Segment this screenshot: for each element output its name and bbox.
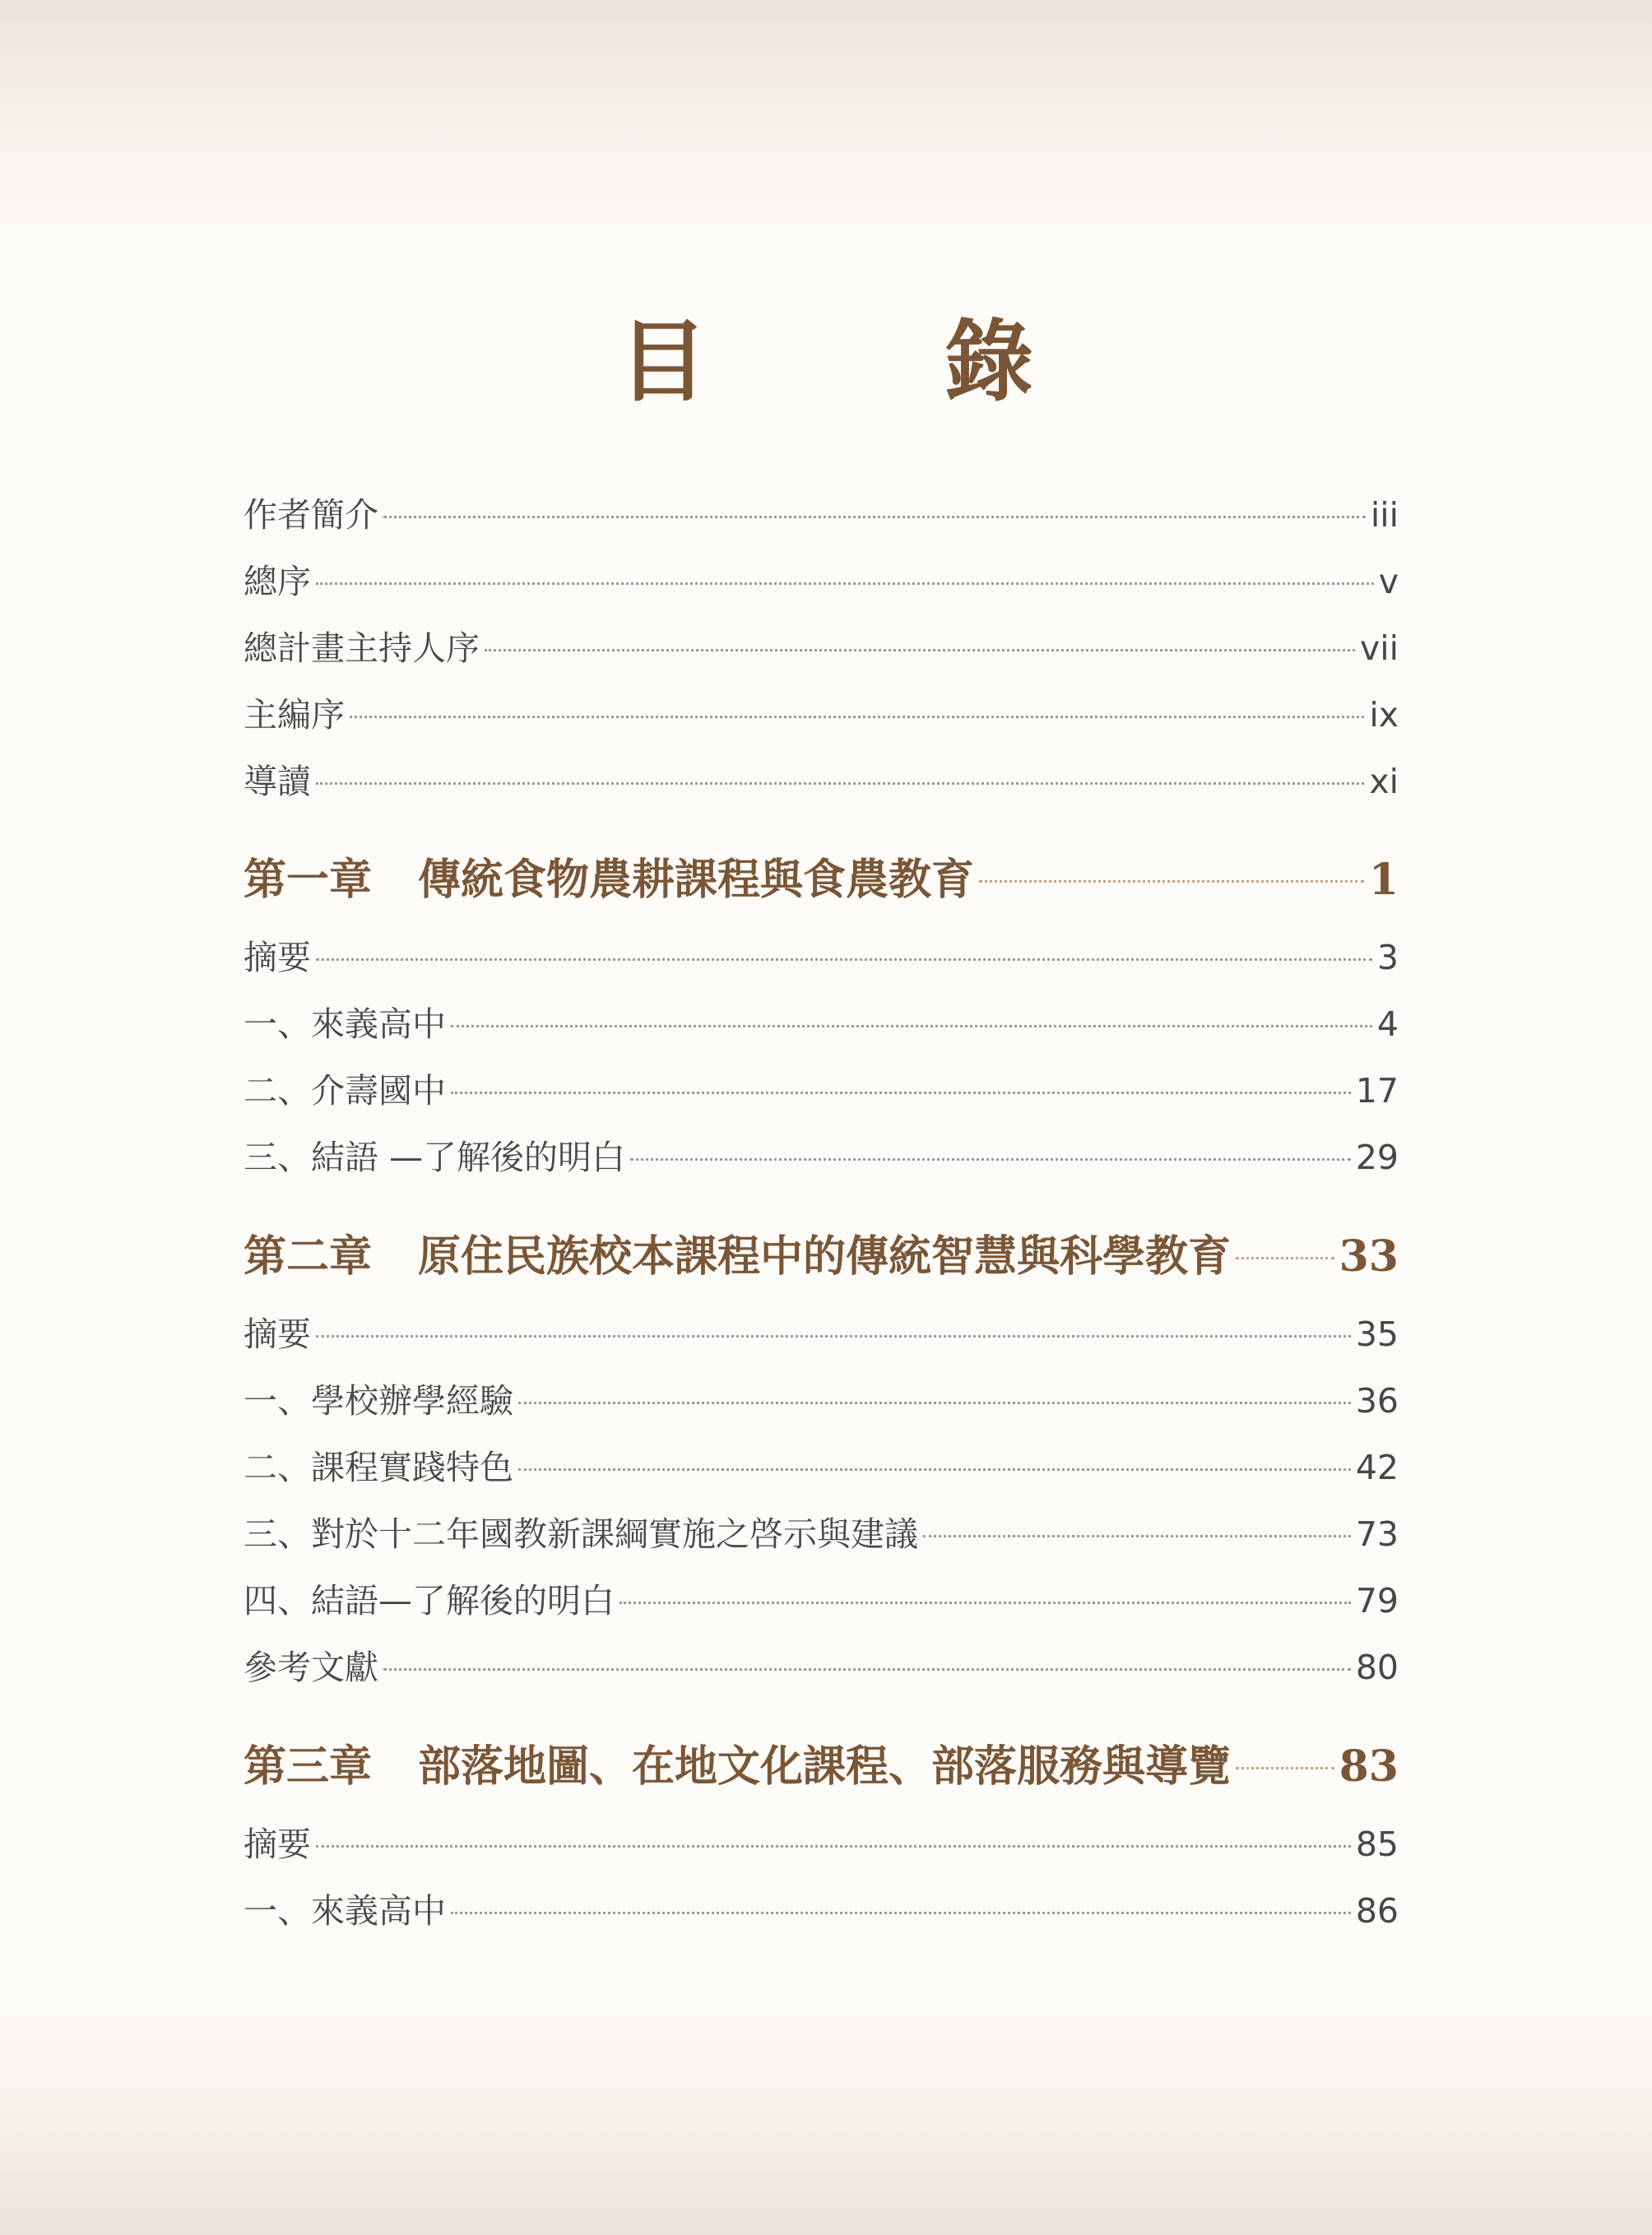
toc-entry-label: 一、來義高中 [244, 1891, 446, 1931]
toc-entry-label: 導讀 [244, 762, 311, 801]
toc-entry-ch1-section-3[interactable] [244, 1131, 1399, 1184]
toc-entry-label: 三、結語 —了解後的明白 [244, 1138, 626, 1177]
chapter-title: 傳統食物農耕課程與食農教育 [418, 855, 975, 905]
chapter-heading [244, 854, 974, 907]
toc-entry-ch3-abstract[interactable] [244, 1818, 1399, 1871]
page-top-shading [0, 0, 1652, 247]
toc-entry-ch2-section-3[interactable] [244, 1508, 1399, 1560]
toc-entry-page: 3 [1376, 938, 1399, 977]
toc-entry-ch2-references[interactable] [244, 1641, 1399, 1694]
toc-entry-ch1-section-2[interactable] [244, 1064, 1399, 1117]
dot-leader [383, 1668, 1351, 1671]
toc-entry-page: 80 [1355, 1648, 1399, 1687]
toc-entry-label: 參考文獻 [244, 1648, 378, 1687]
toc-entry-general-preface[interactable] [244, 555, 1399, 608]
dot-leader [518, 1402, 1351, 1404]
toc-entry-label: 二、介壽國中 [244, 1071, 446, 1111]
toc-entry-page: 17 [1355, 1071, 1399, 1111]
toc-entry-page: ix [1369, 695, 1399, 735]
dot-leader [316, 1335, 1351, 1338]
dot-leader [383, 516, 1366, 518]
toc-entry-label: 二、課程實踐特色 [244, 1448, 513, 1487]
toc-entry-page: 29 [1355, 1138, 1399, 1177]
toc-entry-label: 一、學校辦學經驗 [244, 1381, 513, 1421]
dot-leader [630, 1158, 1351, 1161]
toc-entry-ch2-section-4[interactable] [244, 1574, 1399, 1627]
toc-entry-page: 4 [1376, 1004, 1399, 1044]
toc-entry-introduction[interactable] [244, 755, 1399, 808]
toc-entry-label: 摘要 [244, 1825, 311, 1864]
dot-leader [620, 1602, 1351, 1604]
chapter-title: 原住民族校本課程中的傳統智慧與科學教育 [418, 1231, 1232, 1282]
chapter-number: 第二章 [244, 1231, 373, 1282]
toc-chapter-3[interactable] [244, 1741, 1399, 1793]
toc-entry-page: 85 [1355, 1825, 1399, 1864]
dot-leader [316, 582, 1374, 585]
dot-leader [316, 958, 1372, 961]
toc-entry-ch1-abstract[interactable] [244, 931, 1399, 984]
toc-chapter-2[interactable] [244, 1231, 1399, 1283]
toc-entry-ch1-section-1[interactable] [244, 998, 1399, 1050]
toc-entry-editor-preface[interactable] [244, 689, 1399, 741]
chapter-page: 1 [1368, 855, 1399, 905]
toc-entry-label: 三、對於十二年國教新課綱實施之啓示與建議 [244, 1514, 918, 1554]
toc-entry-label: 主編序 [244, 695, 345, 735]
toc-entry-ch2-section-1[interactable] [244, 1375, 1399, 1427]
dot-leader [451, 1092, 1351, 1094]
chapter-title: 部落地圖、在地文化課程、部落服務與導覽 [418, 1741, 1232, 1792]
dot-leader [1236, 1767, 1334, 1769]
toc-entry-pi-preface[interactable] [244, 622, 1399, 675]
toc-entry-label: 摘要 [244, 938, 311, 977]
chapter-page: 83 [1339, 1741, 1399, 1792]
chapter-heading [244, 1741, 1231, 1793]
toc-entry-page: 42 [1355, 1448, 1399, 1487]
dot-leader [485, 649, 1355, 651]
toc-entry-ch2-abstract[interactable] [244, 1308, 1399, 1361]
chapter-page: 33 [1339, 1231, 1399, 1282]
toc-entry-label: 摘要 [244, 1315, 311, 1354]
chapter-number: 第三章 [244, 1741, 373, 1792]
page-bottom-shading [0, 1996, 1652, 2235]
toc-entry-label: 四、結語—了解後的明白 [244, 1581, 615, 1621]
dot-leader [518, 1468, 1351, 1471]
page-title: 目 錄 [618, 310, 1107, 414]
toc-entry-ch3-section-1[interactable] [244, 1885, 1399, 1937]
dot-leader [979, 880, 1364, 883]
dot-leader [316, 1845, 1351, 1848]
toc-entry-label: 總序 [244, 562, 311, 601]
toc-entry-page: vii [1359, 628, 1399, 668]
chapter-number: 第一章 [244, 855, 373, 905]
toc-entry-author-intro[interactable] [244, 489, 1399, 541]
toc-entry-label: 總計畫主持人序 [244, 628, 480, 668]
toc-entry-page: 86 [1355, 1891, 1399, 1931]
toc-entry-page: 35 [1355, 1315, 1399, 1354]
dot-leader [1236, 1257, 1334, 1259]
dot-leader [451, 1912, 1351, 1914]
toc-chapter-1[interactable] [244, 854, 1399, 907]
dot-leader [923, 1535, 1351, 1537]
toc-entry-ch2-section-2[interactable] [244, 1441, 1399, 1494]
dot-leader [451, 1025, 1372, 1027]
toc-entry-page: 73 [1355, 1514, 1399, 1554]
toc-entry-label: 作者簡介 [244, 495, 378, 535]
toc-entry-label: 一、來義高中 [244, 1004, 446, 1044]
toc-entry-page: iii [1370, 495, 1399, 535]
dot-leader [316, 782, 1364, 785]
toc-entry-page: v [1378, 562, 1399, 601]
toc-entry-page: xi [1369, 762, 1399, 801]
chapter-heading [244, 1231, 1231, 1283]
toc-entry-page: 79 [1355, 1581, 1399, 1621]
dot-leader [350, 716, 1364, 718]
toc-entry-page: 36 [1355, 1381, 1399, 1421]
